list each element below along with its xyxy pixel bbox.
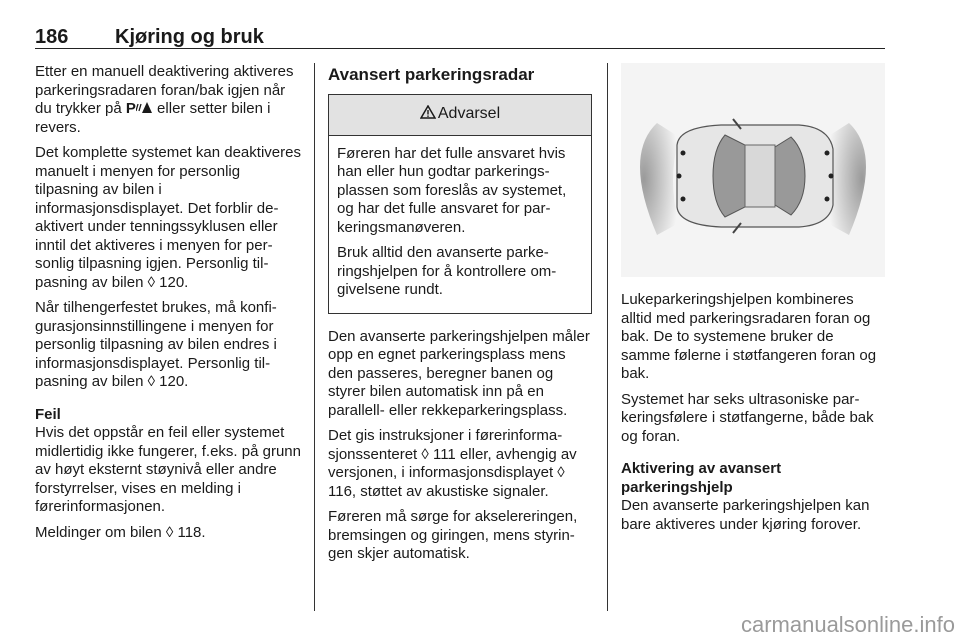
- warning-header: [329, 95, 591, 136]
- paragraph: Det gis instruksjoner i førerinformasjonssenteret ◊ 111 eller, avhengig av versjonen, i informasjonsdisplayet ◊ 116, støttet av akustiske signaler.: [328, 427, 577, 500]
- column-divider: [607, 63, 608, 611]
- warning-box: [328, 94, 592, 314]
- paragraph: Systemet har seks ultrasoniske parkeringsfølere i støtfangerne, både bak og foran.: [621, 390, 874, 445]
- paragraph: Meldinger om bilen ◊ 118.: [35, 523, 206, 541]
- paragraph: Føreren må sørge for akselereringen, bremsingen og giringen, mens styringen skjer automatisk.: [328, 508, 578, 562]
- warning-title: Advarsel: [437, 105, 501, 123]
- warning-body: [329, 136, 591, 313]
- paragraph: Etter en manuell deaktivering aktiveres parkeringsradaren foran/bak igjen når du trykker på P eller setter bilen i revers.: [35, 63, 294, 136]
- paragraph: Lukeparkeringshjelpen kombineres alltid med parkeringsradaren foran og bak. De to systemene bruker de samme følerne i støtfangeren foran og bak.: [621, 291, 877, 382]
- paragraph: Hvis det oppstår en feil eller systemet midlertidig ikke fungerer, f.eks. på grunn av høyt eksternt støynivå eller andre forstyrrelser, vises en melding i førerinformasjonen.: [35, 424, 301, 515]
- column-1: [35, 63, 303, 549]
- page-number: 186: [35, 26, 69, 48]
- warning-text: Bruk alltid den avanserte parkeringshjelpen for å kontrollere omgivelsene rundt.: [337, 244, 557, 298]
- watermark: carmanualsonline.info: [740, 612, 955, 637]
- paragraph: Det komplette systemet kan deaktiveres manuelt i menyen for personlig tilpasning av bilen i informasjonsdisplayet. Det forblir deaktivert under tenningssyklusen eller inntil det aktiveres i menyen for personlig tilpasning igjen. Personlig tilpasning av bilen ◊ 120.: [35, 144, 301, 291]
- column-divider: [314, 63, 315, 611]
- column-2: [328, 63, 592, 571]
- warning-icon: [420, 105, 436, 125]
- column-3: [621, 63, 885, 541]
- paragraph: Når tilhengerfestet brukes, må konfigurasjonsinnstillingene i menyen for personlig tilpasning av bilen endres i informasjonsdisplayet. Personlig tilpasning av bilen ◊ 120.: [35, 299, 277, 390]
- chapter-title: Kjøring og bruk: [115, 26, 264, 48]
- paragraph: Den avanserte parkeringshjelpen måler opp en egnet parkeringsplass mens den passeres, beregner banen og styrer bilen automatisk inn på en parallell- eller rekkeparkeringsplass.: [328, 327, 590, 419]
- section-heading: Avansert parkeringsradar: [328, 65, 535, 84]
- warning-text: Føreren har det fulle ansvaret hvis han eller hun godtar parkeringsplassen som foreslås av systemet, og har det fulle ansvaret for parkeringsmanøveren.: [337, 144, 567, 236]
- paragraph: Den avanserte parkeringshjelpen kan bare aktiveres under kjøring forover.: [621, 497, 870, 533]
- subheading-activation: Aktivering av avansert parkeringshjelp: [621, 460, 782, 496]
- page-header: [35, 22, 885, 49]
- car-sensor-illustration: [621, 63, 885, 277]
- parking-radar-icon: P: [126, 100, 153, 117]
- subheading-fault: Feil: [35, 405, 61, 423]
